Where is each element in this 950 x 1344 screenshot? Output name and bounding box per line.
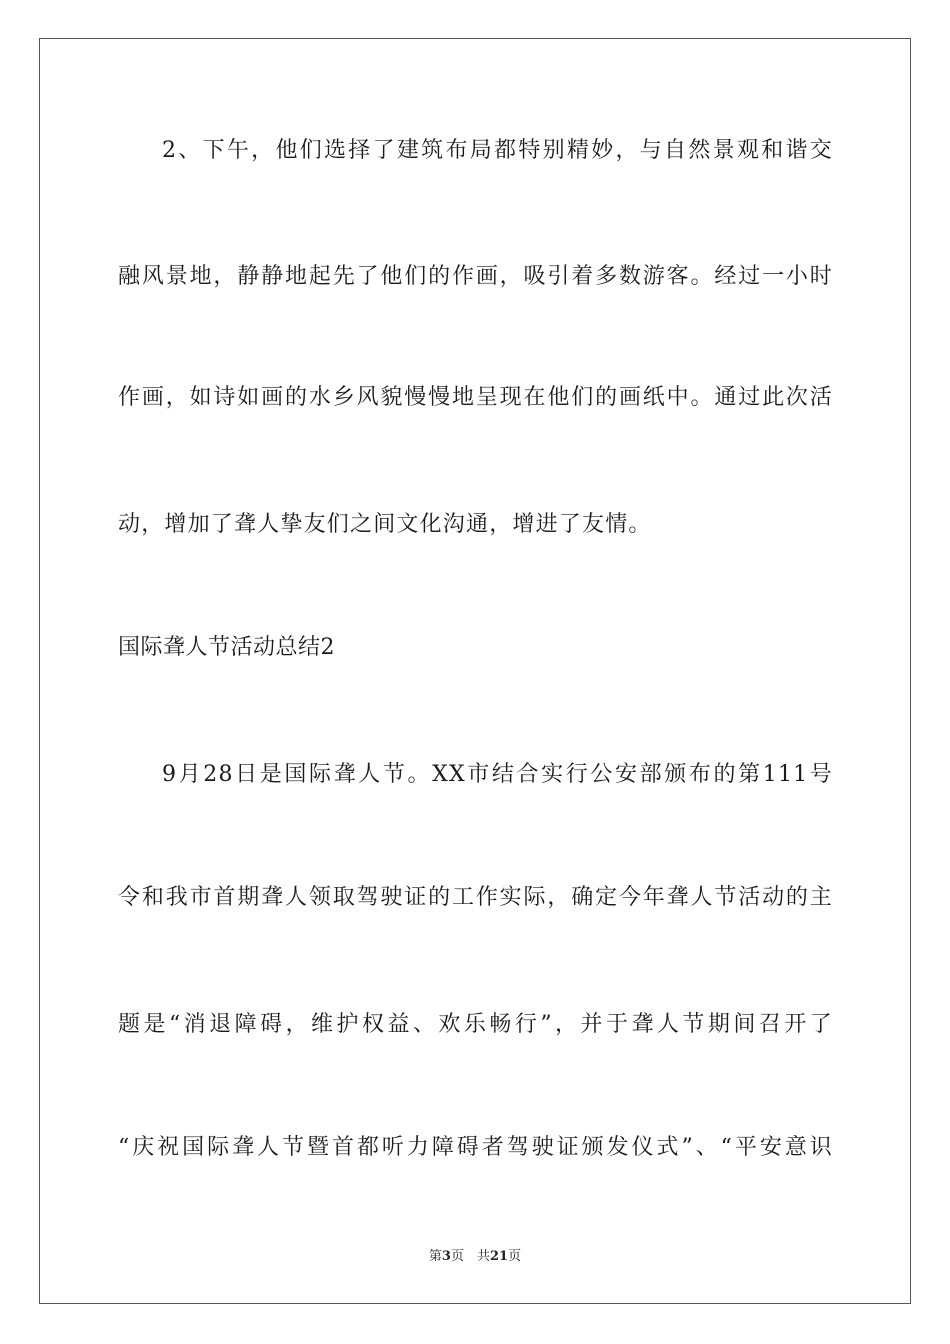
paragraph-line-2: 融风景地，静静地起先了他们的作画，吸引着多数游客。经过一小时 xyxy=(118,264,833,289)
footer-suffix: 页 xyxy=(508,1249,522,1264)
paragraph-line-8: “庆祝国际聋人节暨首都听力障碍者驾驶证颁发仪式”、“平安意识 xyxy=(118,1135,833,1160)
section-heading: 国际聋人节活动总结2 xyxy=(118,635,335,660)
paragraph-line-3: 作画，如诗如画的水乡风貌慢慢地呈现在他们的画纸中。通过此次活 xyxy=(118,385,833,410)
page-border xyxy=(39,38,911,1304)
footer-mid: 页 共 xyxy=(450,1249,490,1264)
total-page-count: 21 xyxy=(489,1249,509,1264)
page-footer xyxy=(0,1248,950,1266)
footer-prefix: 第 xyxy=(428,1249,442,1264)
paragraph-line-6: 令和我市首期聋人领取驾驶证的工作实际，确定今年聋人节活动的主 xyxy=(118,885,833,910)
paragraph-line-5: 9月28日是国际聋人节。XX市结合实行公安部颁布的第111号 xyxy=(162,762,833,787)
paragraph-line-1: 2、下午，他们选择了建筑布局都特别精妙，与自然景观和谐交 xyxy=(162,138,833,163)
current-page-number: 3 xyxy=(441,1249,451,1264)
paragraph-line-7: 题是“消退障碍，维护权益、欢乐畅行”，并于聋人节期间召开了 xyxy=(118,1012,833,1037)
paragraph-line-4: 动，增加了聋人挚友们之间文化沟通，增进了友情。 xyxy=(118,512,652,537)
